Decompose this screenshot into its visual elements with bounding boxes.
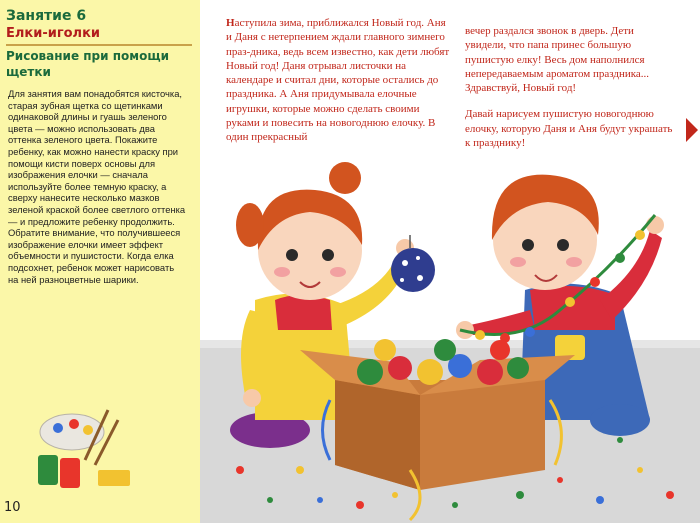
story-column-right — [465, 24, 675, 162]
next-page-arrow-icon[interactable] — [686, 118, 698, 142]
story-column-left — [226, 16, 454, 145]
story-drop-cap: Н — [226, 17, 235, 29]
story-text-2: вечер раздался звонок в дверь. Дети увидели, что папа принес большую пушистую елку! Весь дом наполнился непередаваемым ароматом праздника... Здравствуй, Новый год! — [465, 25, 650, 95]
story-text-1: аступила зима, приближался Новый год. Аня и Даня с нетерпением ждали главного зимнего праз-дника, ведь всем известно, как дети любят Новый год! Даня отрывал листочки на календаре и считал дни, которые остались до праздника. А Аня придумывала елочные игрушки, которые можно сделать своими руками и повесить на новогоднюю елочку. В один прекрасный — [226, 17, 450, 144]
paint-jar-icon — [38, 455, 58, 485]
lesson-subtitle: Рисование при помощи щетки — [6, 49, 169, 79]
lesson-title: Елки-иголки — [6, 26, 101, 41]
story-prompt: Давай нарисуем пушистую новогоднюю елочку, которую Даня и Аня будут украшать к празднику! — [465, 108, 673, 150]
paint-supplies — [38, 410, 130, 488]
paint-palette-icon — [40, 414, 104, 450]
lesson-number: Занятие 6 — [6, 8, 87, 24]
instructions-text: Для занятия вам понадобятся кисточка, старая зубная щетка со щетинками одинаковой длины и гуашь зеленого цвета — можно использовать два оттенка зеленого цвета. Покажите ребенку, как можно нанести краску при помощи кисти поверх основы для изображения елочки — сначала используйте более темную краску, а сверху нанесите несколько мазков зеленой краской более светлого оттенка — и предложите ребенку продолжить. Обратите внимание, что получившееся изображение елочки имеет эффект объемности и пушистости. Когда елка подсохнет, ребенок может нарисовать на ней разноцветные шарики. — [8, 88, 186, 285]
page-number: 10 — [4, 500, 21, 515]
